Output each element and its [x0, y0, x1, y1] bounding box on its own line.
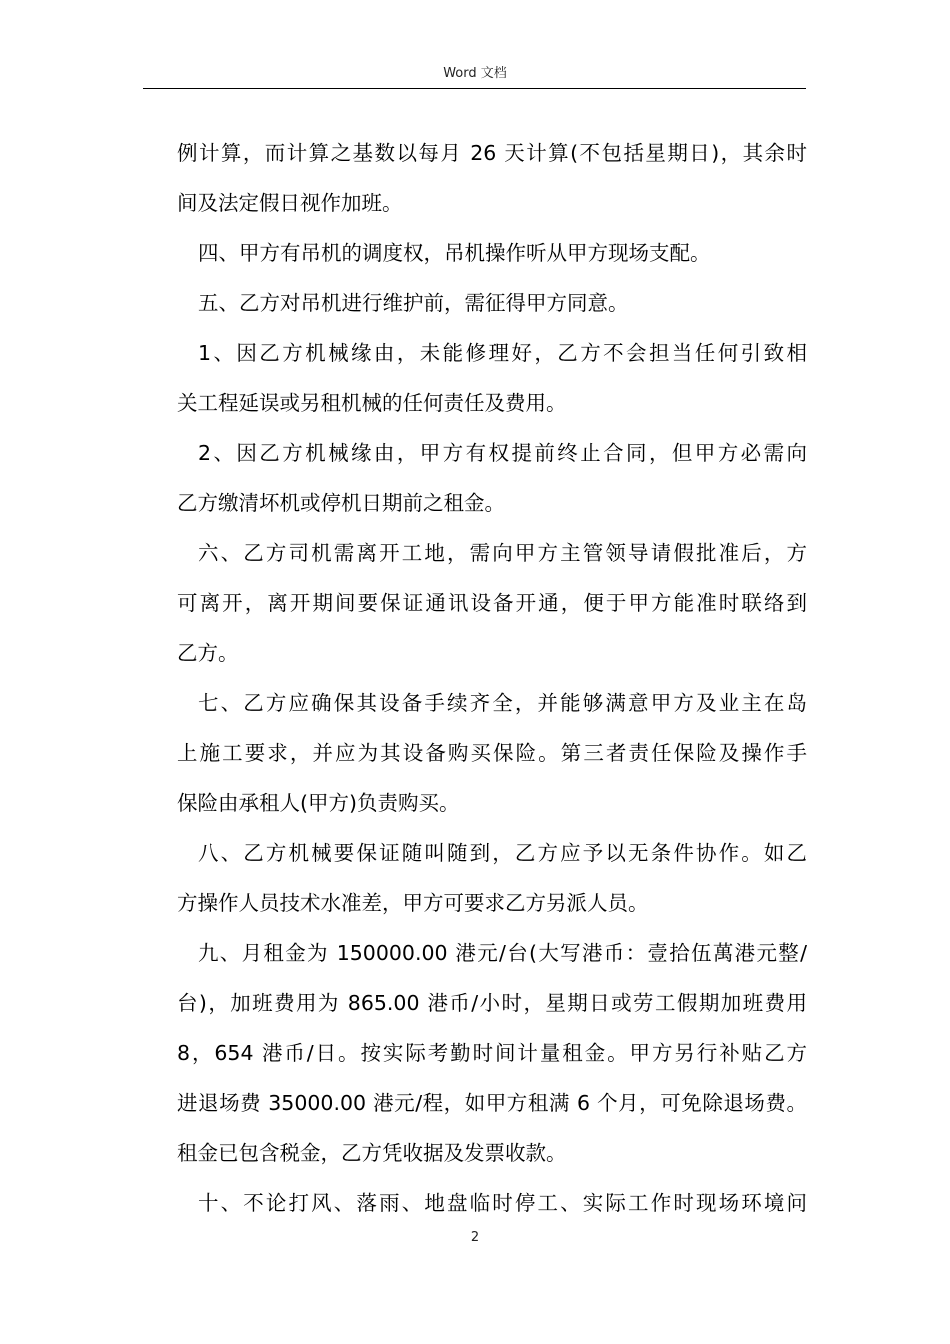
paragraph-line: 十、不论打风、落雨、地盘临时停工、实际工作时现场环境问 — [198, 1191, 807, 1215]
paragraph-line: 九、月租金为 150000.00 港元/台(大写港币：壹拾伍萬港元整/ — [198, 941, 807, 965]
page-number: 2 — [470, 1230, 480, 1245]
paragraph-line: 五、乙方对吊机进行维护前，需征得甲方同意。 — [198, 291, 629, 315]
page-header: Word 文档 — [443, 66, 507, 81]
paragraph-line: 可离开，离开期间要保证通讯设备开通，便于甲方能准时联络到 — [177, 591, 807, 615]
paragraph-line: 间及法定假日视作加班。 — [177, 191, 403, 215]
paragraph-line: 六、乙方司机需离开工地，需向甲方主管领导请假批准后，方 — [198, 541, 807, 565]
paragraph-line: 台)，加班费用为 865.00 港币/小时，星期日或劳工假期加班费用 — [177, 991, 807, 1015]
paragraph-line: 租金已包含税金，乙方凭收据及发票收款。 — [177, 1141, 567, 1165]
header-divider — [143, 88, 806, 89]
paragraph-line: 乙方。 — [177, 641, 239, 665]
paragraph-line: 八、乙方机械要保证随叫随到，乙方应予以无条件协作。如乙 — [198, 841, 807, 865]
paragraph-line: 上施工要求，并应为其设备购买保险。第三者责任保险及操作手 — [177, 741, 807, 765]
document-body — [177, 128, 807, 1228]
paragraph-line: 方操作人员技术水准差，甲方可要求乙方另派人员。 — [177, 891, 649, 915]
paragraph-line: 进退场费 35000.00 港元/程，如甲方租满 6 个月，可免除退场费。 — [177, 1091, 807, 1115]
paragraph-line: 2、因乙方机械缘由，甲方有权提前终止合同，但甲方必需向 — [198, 441, 807, 465]
paragraph-line: 关工程延误或另租机械的任何责任及费用。 — [177, 391, 567, 415]
paragraph-line: 1、因乙方机械缘由，未能修理好，乙方不会担当任何引致相 — [198, 341, 807, 365]
paragraph-line: 七、乙方应确保其设备手续齐全，并能够满意甲方及业主在岛 — [198, 691, 807, 715]
paragraph-line: 例计算，而计算之基数以每月 26 天计算(不包括星期日)，其余时 — [177, 141, 807, 165]
paragraph-line: 四、甲方有吊机的调度权，吊机操作听从甲方现场支配。 — [198, 241, 711, 265]
paragraph-line: 保险由承租人(甲方)负责购买。 — [177, 791, 460, 815]
paragraph-line: 乙方缴清坏机或停机日期前之租金。 — [177, 491, 505, 515]
paragraph-line: 8，654 港币/日。按实际考勤时间计量租金。甲方另行补贴乙方 — [177, 1041, 807, 1065]
